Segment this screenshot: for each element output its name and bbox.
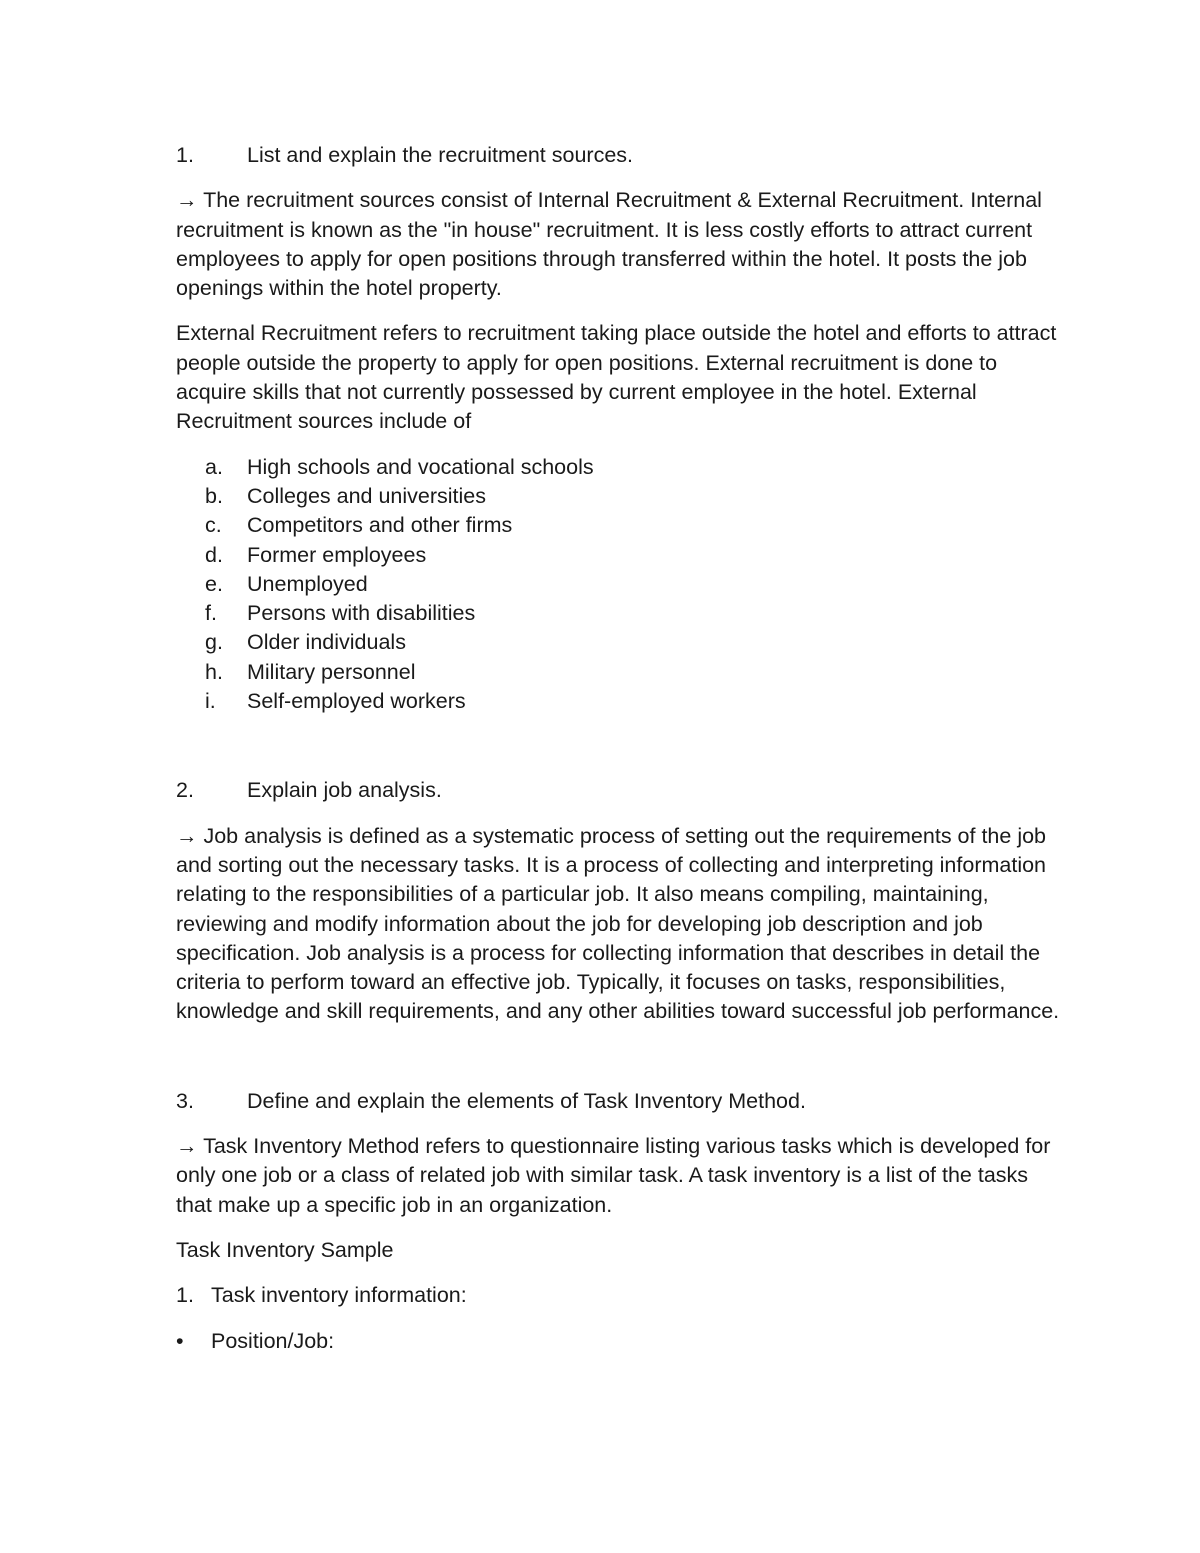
list-item: f. Persons with disabilities xyxy=(205,601,476,626)
recruitment-sources-list xyxy=(176,453,1066,717)
question-number: 3. xyxy=(176,1088,194,1113)
list-item: c. Competitors and other firms xyxy=(205,513,513,538)
question-number: 1. xyxy=(176,143,194,167)
question-1-answer-paragraph-2: External Recruitment refers to recruitment taking place outside the hotel and efforts to attract people outside the property to apply for open positions. External recruitment is done to acquire skills that not currently possessed by current employee in the hotel. External Recruitment sources include of xyxy=(176,321,1057,434)
list-item: a. High schools and vocational schools xyxy=(205,454,594,479)
list-item: d. Former employees xyxy=(205,542,427,567)
list-item: h. Military personnel xyxy=(205,659,416,684)
bullet-icon: • xyxy=(176,1328,184,1353)
question-title: Explain job analysis. xyxy=(247,778,442,803)
list-item: g. Older individuals xyxy=(205,630,406,655)
question-3-heading xyxy=(176,1087,1066,1116)
question-2-answer-paragraph: → Job analysis is defined as a systematic process of setting out the requirements of the job and sorting out the necessary tasks. It is a process of collecting and interpreting information relating to the responsibilities of a particular job. It also means compiling, maintaining, reviewing and modify information about the job for developing job description and job specification. Job analysis is a process for collecting information that describes in detail the criteria to perform toward an effective job. Typically, it focuses on tasks, responsibilities, knowledge and skill requirements, and any other abilities toward successful job performance. xyxy=(176,823,1060,1024)
question-3-answer-paragraph: → Task Inventory Method refers to questionnaire listing various tasks which is developed for only one job or a class of related job with similar task. A task inventory is a list of the tasks that make up a specific job in an organization. xyxy=(176,1134,1051,1217)
document-page xyxy=(176,141,1066,1356)
item-number: 1. xyxy=(176,1283,194,1308)
list-item: b. Colleges and universities xyxy=(205,483,487,508)
bullet-item xyxy=(176,1327,1066,1356)
question-2-heading xyxy=(176,776,1066,805)
question-1-answer-paragraph-1: → The recruitment sources consist of Internal Recruitment & External Recruitment. Internal recruitment is known as the "in house" recruitment. It is less costly efforts to attract current employees to apply for open positions through transferred within the hotel. It posts the job openings within the hotel property. xyxy=(176,188,1042,301)
list-item: e. Unemployed xyxy=(205,571,368,596)
list-item: i. Self-employed workers xyxy=(205,689,466,714)
task-inventory-sample-heading: Task Inventory Sample xyxy=(176,1237,394,1262)
bullet-text: Position/Job: xyxy=(211,1328,335,1353)
question-1-heading xyxy=(176,141,1066,170)
question-number: 2. xyxy=(176,778,194,803)
question-title: Define and explain the elements of Task Inventory Method. xyxy=(247,1088,806,1113)
task-inventory-item xyxy=(176,1281,1066,1310)
item-text: Task inventory information: xyxy=(211,1283,467,1308)
question-title: List and explain the recruitment sources. xyxy=(247,143,634,167)
